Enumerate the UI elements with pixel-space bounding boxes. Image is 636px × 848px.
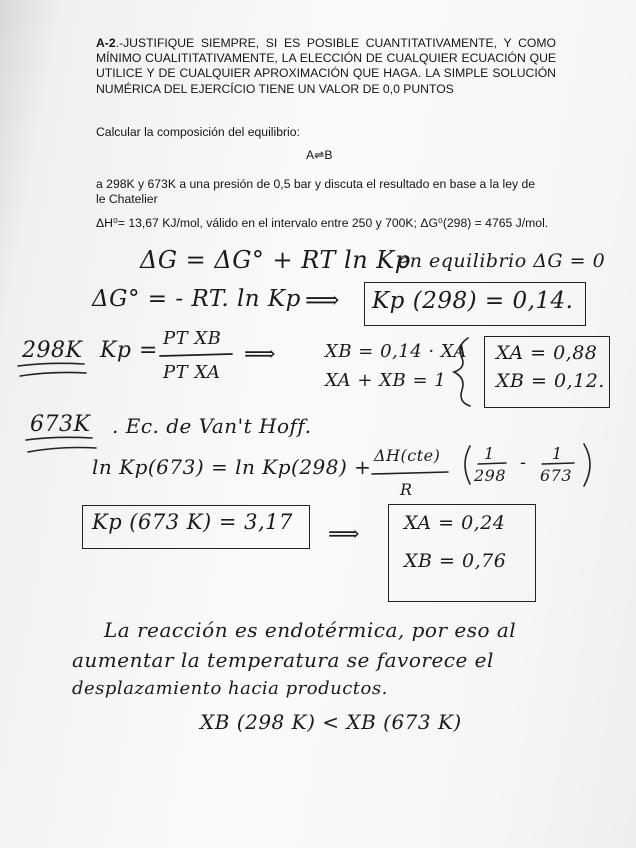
right-parenthesis: [584, 444, 590, 486]
equilibrium-note: en equilibrio ΔG = 0: [398, 250, 606, 272]
implies-arrow-2: ⟹: [244, 342, 277, 367]
vant-hoff-label: . Ec. de Van't Hoff.: [112, 414, 312, 438]
xb-298: XB = 0,12.: [496, 370, 605, 392]
xb-673: XB = 0,76: [404, 550, 507, 572]
system-equation-1: XB = 0,14 · XA: [325, 341, 467, 362]
conclusion-line-2: aumentar la temperatura se favorece el: [72, 648, 494, 672]
label-298k: 298K: [22, 338, 83, 363]
kp298-result: Kp (298) = 0,14.: [372, 288, 574, 314]
underline-298k-2: [20, 372, 86, 376]
gibbs-equation: ΔG = ΔG° + RT ln Kp: [140, 246, 411, 274]
label-673k: 673K: [30, 412, 91, 437]
kp673-result: Kp (673 K) = 3,17: [92, 510, 293, 534]
conclusion-line-3: desplazamiento hacia productos.: [72, 678, 388, 699]
kp-numerator: PT XB: [163, 328, 222, 349]
problem-conditions-line-2: le Chatelier: [96, 192, 158, 206]
conclusion-line-1: La reacción es endotérmica, por eso al: [104, 618, 517, 642]
reaction-equation: A⇌B: [306, 148, 333, 162]
left-parenthesis: [465, 446, 470, 484]
implies-arrow-1: ⟹: [305, 286, 340, 314]
underline-673k-1: [26, 437, 92, 440]
xa-298: XA = 0,88: [496, 342, 598, 364]
fraction-2-denominator: 673: [540, 466, 573, 485]
problem-data: ΔH⁰= 13,67 KJ/mol, válido en el intervalo entre 250 y 700K; ΔG⁰(298) = 4765 J/mol.: [96, 216, 549, 230]
statement-text: .-JUSTIFIQUE SIEMPRE, SI ES POSIBLE CUANTITATIVAMENTE, Y COMO MÍNIMO CUALITITATIVAMENTE, LA ELECCIÓN DE CUALQUIER ECUACIÓN QUE UTILICE Y DE CUALQUIER APROXIMACIÓN QUE HAGA. LA SIMPLE SOLUCIÓN NUMÉRICA DEL EJERCÍCIO TIENE UN VALOR DE 0,0 PUNTOS: [96, 36, 556, 96]
gas-constant-denominator: R: [400, 480, 413, 499]
kp-fraction-bar: [160, 354, 232, 356]
implies-arrow-3: ⟹: [328, 522, 361, 547]
vant-hoff-equation: ln Kp(673) = ln Kp(298) +: [92, 455, 372, 479]
enthalpy-numerator: ΔH(cte): [374, 446, 441, 465]
fraction-1-denominator: 298: [474, 466, 507, 485]
fraction-1-bar: [478, 463, 506, 464]
problem-conditions-line-1: a 298K y 673K a una presión de 0,5 bar y discuta el resultado en base a la ley de: [96, 177, 536, 191]
underline-673k-2: [28, 448, 96, 453]
fraction-1-numerator: 1: [484, 444, 495, 463]
kp-denominator: PT XA: [163, 362, 221, 383]
underline-298k-1: [18, 363, 84, 366]
minus-sign: -: [520, 452, 527, 473]
kp-expression-lhs: Kp =: [100, 338, 158, 363]
fraction-2-numerator: 1: [552, 444, 563, 463]
final-comparison: XB (298 K) < XB (673 K): [200, 710, 462, 734]
fraction-2-bar: [542, 463, 574, 464]
problem-prompt: Calcular la composición del equilibrio:: [96, 125, 300, 139]
system-equation-2: XA + XB = 1: [325, 370, 447, 391]
system-brace: [454, 338, 470, 406]
enthalpy-fraction-bar: [372, 472, 448, 474]
standard-gibbs-equation: ΔG° = - RT. ln Kp: [92, 286, 301, 312]
xa-673: XA = 0,24: [404, 512, 506, 534]
problem-code: A-2: [96, 36, 116, 50]
